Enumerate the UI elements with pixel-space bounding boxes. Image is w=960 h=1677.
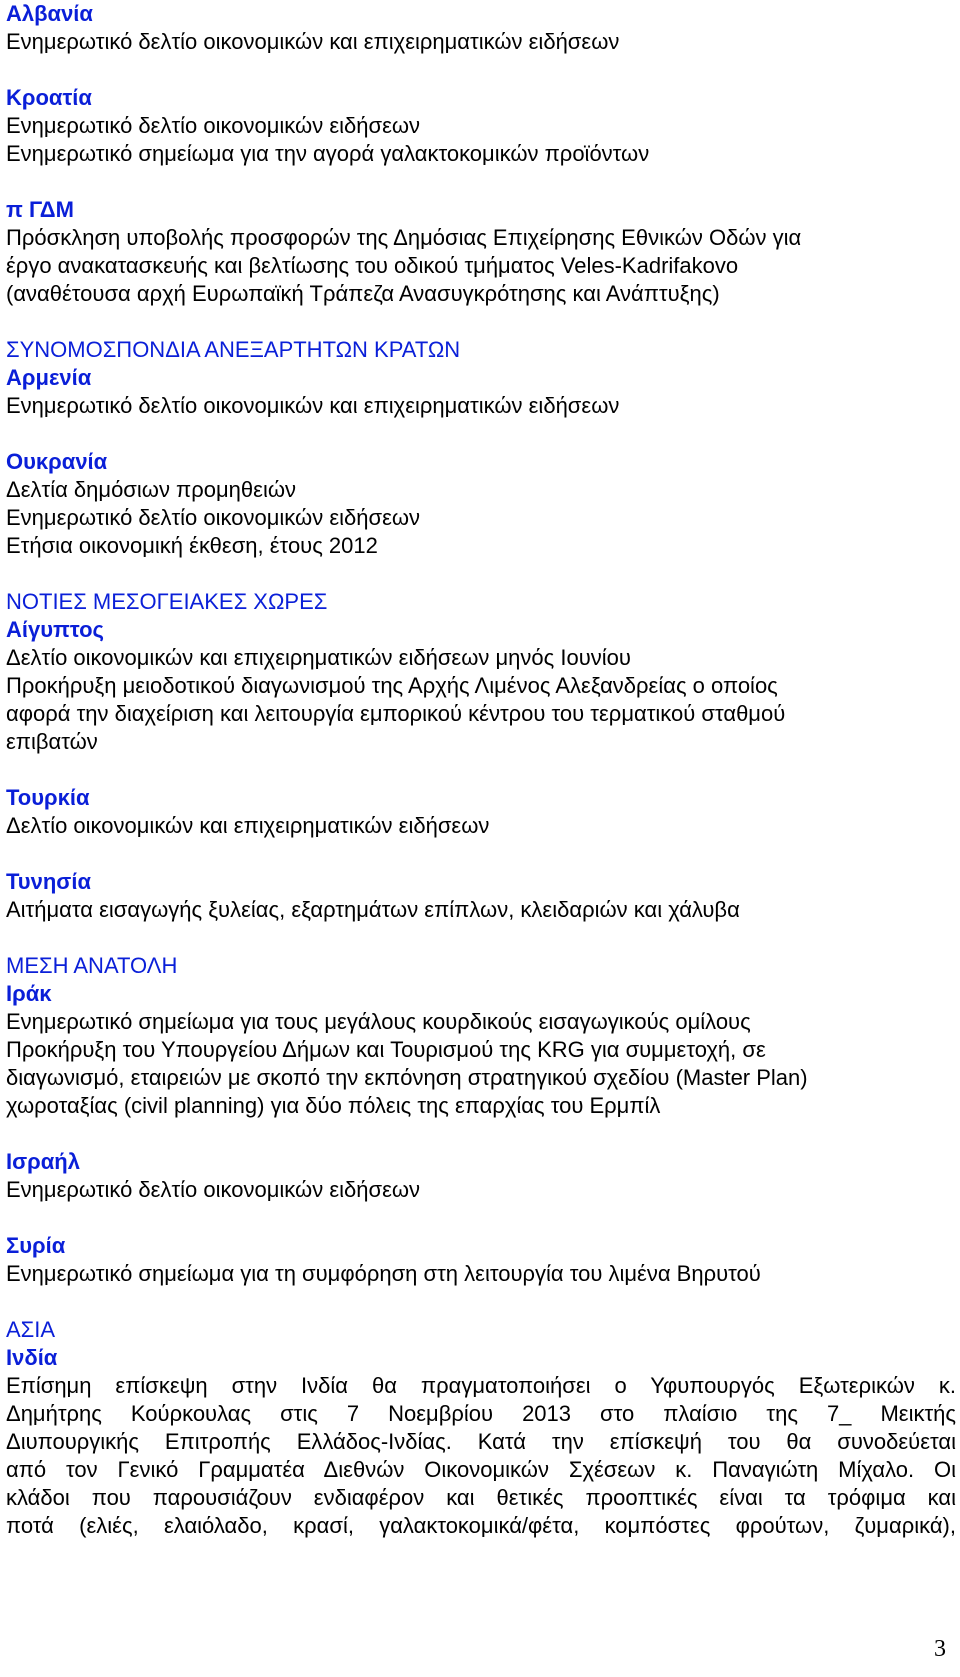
list-item: Προκήρυξη μειοδοτικού διαγωνισμού της Αρχής Λιμένος Αλεξανδρείας ο οποίος <box>6 673 778 698</box>
country-heading: Ινδία <box>6 1345 58 1370</box>
list-item: αφορά την διαχείριση και λειτουργία εμπορικού κέντρου του τερματικού σταθμού <box>6 701 786 726</box>
section-ukraine <box>6 448 956 560</box>
list-item: διαγωνισμό, εταιρειών με σκοπό την εκπόνηση στρατηγικού σχεδίου (Master Plan) <box>6 1065 808 1090</box>
list-item: Πρόσκληση υποβολής προσφορών της Δημόσιας Επιχείρησης Εθνικών Οδών για <box>6 225 802 250</box>
country-heading: Τυνησία <box>6 869 91 894</box>
section-india <box>6 1316 956 1540</box>
region-heading: ΣΥΝΟΜΟΣΠΟΝΔΙΑ ΑΝΕΞΑΡΤΗΤΩΝ ΚΡΑΤΩΝ <box>6 337 461 362</box>
country-heading: Κροατία <box>6 85 92 110</box>
region-heading: ΜΕΣΗ ΑΝΑΤΟΛΗ <box>6 953 178 978</box>
paragraph-line: Επίσημη επίσκεψη στην Ινδία θα πραγματοποιήσει ο Υφυπουργός Εξωτερικών κ. <box>6 1373 956 1398</box>
section-albania <box>6 0 956 56</box>
list-item: χωροταξίας (civil planning) για δύο πόλεις της επαρχίας του Ερμπίλ <box>6 1093 661 1118</box>
section-egypt <box>6 588 956 756</box>
list-item: Ενημερωτικό σημείωμα για τους μεγάλους κουρδικούς εισαγωγικούς ομίλους <box>6 1009 751 1034</box>
paragraph-line: ποτά (ελιές, ελαιόλαδο, κρασί, γαλακτοκομικά/φέτα, κομπόστες φρούτων, ζυμαρικά), <box>6 1513 956 1538</box>
list-item: Δελτίο οικονομικών και επιχειρηματικών ειδήσεων <box>6 813 490 838</box>
country-heading: Αρμενία <box>6 365 92 390</box>
country-heading: Ιράκ <box>6 981 52 1006</box>
list-item: Προκήρυξη του Υπουργείου Δήμων και Τουρισμού της KRG για συμμετοχή, σε <box>6 1037 766 1062</box>
list-item: έργο ανακατασκευής και βελτίωσης του οδικού τμήματος Veles-Kadrifakovo <box>6 253 739 278</box>
country-heading: Ουκρανία <box>6 449 108 474</box>
list-item: Ενημερωτικό δελτίο οικονομικών και επιχειρηματικών ειδήσεων <box>6 29 620 54</box>
country-heading: Αίγυπτος <box>6 617 104 642</box>
list-item: Ενημερωτικό δελτίο οικονομικών και επιχειρηματικών ειδήσεων <box>6 393 620 418</box>
list-item: Ενημερωτικό σημείωμα για τη συμφόρηση στη λειτουργία του λιμένα Βηρυτού <box>6 1261 761 1286</box>
list-item: Ενημερωτικό σημείωμα για την αγορά γαλακτοκομικών προϊόντων <box>6 141 650 166</box>
country-heading: Αλβανία <box>6 1 93 26</box>
country-heading: Τουρκία <box>6 785 90 810</box>
list-item: Ενημερωτικό δελτίο οικονομικών ειδήσεων <box>6 505 421 530</box>
list-item: Δελτίο οικονομικών και επιχειρηματικών ειδήσεων μηνός Ιουνίου <box>6 645 631 670</box>
paragraph-line: Διυπουργικής Επιτροπής Ελλάδος-Ινδίας. Κατά την επίσκεψή του θα συνοδεύεται <box>6 1429 956 1454</box>
list-item: (αναθέτουσα αρχή Ευρωπαϊκή Τράπεζα Ανασυγκρότησης και Ανάπτυξης) <box>6 281 720 306</box>
section-tunisia <box>6 868 956 924</box>
list-item: επιβατών <box>6 729 98 754</box>
country-heading: Ισραήλ <box>6 1149 80 1174</box>
section-croatia <box>6 84 956 168</box>
section-fyrom <box>6 196 956 308</box>
region-heading: ΑΣΙΑ <box>6 1317 56 1342</box>
section-iraq <box>6 952 956 1120</box>
list-item: Αιτήματα εισαγωγής ξυλείας, εξαρτημάτων επίπλων, κλειδαριών και χάλυβα <box>6 897 740 922</box>
country-heading: π ΓΔΜ <box>6 197 74 222</box>
section-israel <box>6 1148 956 1204</box>
list-item: Ενημερωτικό δελτίο οικονομικών ειδήσεων <box>6 113 421 138</box>
paragraph-line: Δημήτρης Κούρκουλας στις 7 Νοεμβρίου 2013 στο πλαίσιο της 7_ Μεικτής <box>6 1401 956 1426</box>
list-item: Δελτία δημόσιων προμηθειών <box>6 477 297 502</box>
section-syria <box>6 1232 956 1288</box>
paragraph-line: κλάδοι που παρουσιάζουν ενδιαφέρον και θετικές προοπτικές είναι τα τρόφιμα και <box>6 1485 956 1510</box>
section-turkey <box>6 784 956 840</box>
list-item: Ετήσια οικονομική έκθεση, έτους 2012 <box>6 533 378 558</box>
document-page <box>6 0 956 1540</box>
country-heading: Συρία <box>6 1233 66 1258</box>
page-number: 3 <box>934 1636 946 1662</box>
section-armenia <box>6 336 956 420</box>
paragraph-line: από τον Γενικό Γραμματέα Διεθνών Οικονομικών Σχέσεων κ. Παναγιώτη Μίχαλο. Οι <box>6 1457 956 1482</box>
region-heading: ΝΟΤΙΕΣ ΜΕΣΟΓΕΙΑΚΕΣ ΧΩΡΕΣ <box>6 589 328 614</box>
list-item: Ενημερωτικό δελτίο οικονομικών ειδήσεων <box>6 1177 421 1202</box>
